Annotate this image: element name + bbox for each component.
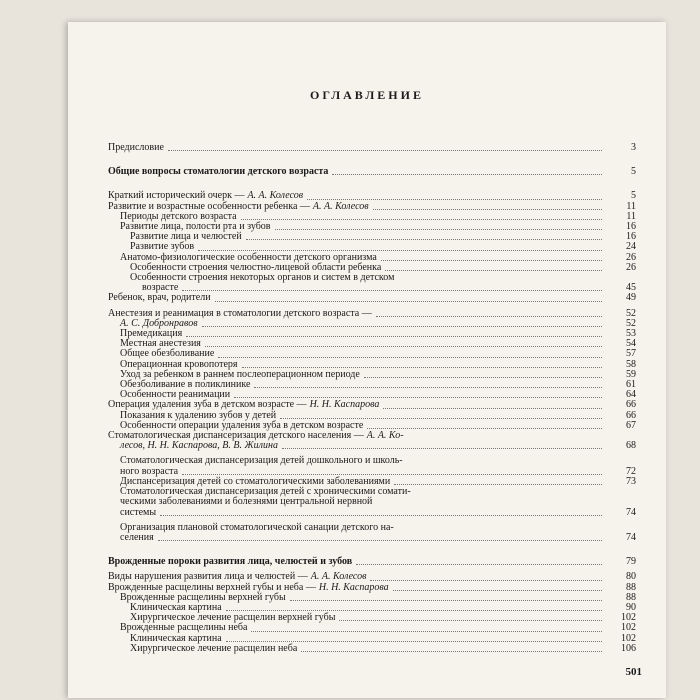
toc-entry-title: Ребенок, врач, родители: [108, 292, 211, 304]
dot-leader: [301, 650, 602, 652]
toc-entry-title: Периоды детского возраста: [120, 210, 237, 222]
toc-entry-title: ного возраста: [120, 465, 179, 477]
toc-entry: [108, 273, 636, 283]
toc-entry-title: Общие вопросы стоматологии детского возраста: [108, 166, 329, 178]
dot-leader: [383, 407, 602, 409]
toc-entry-title: Организация плановой стоматологической санации детского на-: [120, 521, 394, 533]
dot-leader: [394, 483, 602, 485]
toc-entry-page: 66: [626, 399, 636, 411]
toc-entry-title: Врожденные расщелины неба: [120, 622, 248, 634]
toc-entry-title: Врожденные расщелины верхней губы: [120, 591, 286, 603]
toc-entry-title: Диспансеризация детей со стоматологическими заболеваниями: [120, 475, 391, 487]
toc-entry-title: Стоматологическая диспансеризация детей с хроническими сомати-: [120, 486, 411, 498]
dot-leader: [160, 514, 602, 516]
toc-entry-author: Н. Н. Каспарова: [318, 581, 389, 593]
toc-entry-title: Хирургическое лечение расщелин неба: [130, 642, 298, 654]
toc-entry-author: А. А. Ко-: [366, 430, 404, 442]
toc-entry: [108, 456, 636, 466]
toc-entry-title: возрасте: [142, 282, 179, 294]
dot-leader: [275, 228, 602, 230]
dot-leader: [202, 325, 602, 327]
dot-leader: [364, 376, 602, 378]
toc-entry-title: Показания к удалению зубов у детей: [120, 409, 277, 421]
toc-entry-page: 74: [626, 531, 636, 543]
toc-entry-page: 88: [626, 591, 636, 603]
toc-entry-title: Развитие и возрастные особенности ребенка —: [108, 200, 310, 212]
toc-entry-page: 26: [626, 251, 636, 263]
toc-entry: [108, 167, 636, 177]
dot-leader: [290, 599, 602, 601]
toc-entry-page: 52: [626, 307, 636, 319]
toc-entry: [108, 572, 636, 582]
toc-entry-page: 3: [631, 142, 636, 153]
toc-entry-page: 79: [626, 556, 636, 568]
toc-entry-page: 24: [626, 241, 636, 253]
toc-entry-title: Клиническая картина: [130, 601, 222, 613]
dot-leader: [226, 640, 602, 642]
dot-leader: [218, 356, 602, 358]
toc-entry-page: 52: [626, 317, 636, 329]
dot-leader: [158, 539, 602, 541]
toc-entry-page: 106: [621, 642, 636, 654]
dot-leader: [373, 208, 602, 210]
toc-entry-author: А. А. Колесов: [247, 190, 304, 202]
toc-entry-page: 66: [626, 409, 636, 421]
toc-entry-title: Особенности операции удаления зуба в детском возрасте: [120, 419, 364, 431]
dot-leader: [234, 396, 602, 398]
table-of-contents: [108, 138, 636, 654]
toc-entry-title: Анестезия и реанимация в стоматологии детского возраста —: [108, 307, 372, 319]
dot-leader: [280, 417, 602, 419]
toc-entry-title: Местная анестезия: [120, 338, 201, 350]
toc-entry-title: Развитие лица, полости рта и зубов: [120, 221, 271, 233]
dot-leader: [198, 249, 602, 251]
toc-entry-author: А. С. Добронравов: [120, 317, 198, 329]
toc-entry-title: Операционная кровопотеря: [120, 358, 238, 370]
toc-entry: [108, 623, 636, 633]
toc-entry-page: 102: [621, 612, 636, 624]
dot-leader: [356, 563, 602, 565]
dot-leader: [370, 579, 602, 581]
dot-leader: [241, 218, 602, 220]
toc-entry: [108, 508, 636, 518]
toc-entry-page: 59: [626, 368, 636, 380]
toc-entry: [108, 523, 636, 533]
toc-entry: [108, 557, 636, 567]
toc-entry-page: 5: [631, 166, 636, 178]
toc-entry: [108, 644, 636, 654]
dot-leader: [246, 238, 602, 240]
toc-entry-title: Операция удаления зуба в детском возрасте —: [108, 399, 307, 411]
dot-leader: [332, 173, 602, 175]
toc-entry-page: 74: [626, 506, 636, 518]
toc-entry: [108, 533, 636, 543]
toc-entry-page: 67: [626, 419, 636, 431]
toc-entry-title: Стоматологическая диспансеризация детей дошкольного и школь-: [120, 455, 403, 467]
book-page: [68, 22, 666, 698]
toc-entry-title: Врожденные пороки развития лица, челюстей и зубов: [108, 556, 353, 568]
toc-entry-page: 88: [626, 581, 636, 593]
toc-entry-title: Краткий исторический очерк —: [108, 190, 245, 202]
dot-leader: [182, 289, 602, 291]
toc-entry-page: 16: [626, 221, 636, 233]
toc-entry-title: Развитие лица и челюстей: [130, 231, 242, 243]
toc-entry: [108, 319, 636, 329]
dot-leader: [186, 335, 602, 337]
toc-entry-page: 61: [626, 379, 636, 391]
toc-entry-page: 72: [626, 465, 636, 477]
toc-entry-title: Развитие зубов: [130, 241, 195, 253]
toc-entry-page: 11: [626, 200, 636, 212]
toc-entry-title: Анатомо-физиологические особенности детского организма: [120, 251, 377, 263]
dot-leader: [215, 300, 602, 302]
toc-entry-author: Н. Н. Каспарова: [309, 399, 380, 411]
toc-entry-title: Виды нарушения развития лица и челюстей —: [108, 571, 308, 583]
toc-entry-title: Стоматологическая диспансеризация детского населения —: [108, 430, 364, 442]
toc-entry-page: 16: [626, 231, 636, 243]
dot-leader: [226, 609, 602, 611]
page-number: 501: [625, 666, 642, 678]
toc-entry-page: 80: [626, 571, 636, 583]
dot-leader: [339, 619, 602, 621]
page-title: ОГЛАВЛЕНИЕ: [310, 88, 424, 102]
toc-entry-page: 11: [626, 210, 636, 222]
dot-leader: [367, 427, 602, 429]
toc-entry-title: Особенности строения некоторых органов и систем в детском: [130, 272, 395, 284]
toc-entry-page: 64: [626, 389, 636, 401]
toc-entry-page: 58: [626, 358, 636, 370]
toc-entry-page: 54: [626, 338, 636, 350]
toc-entry-page: 73: [626, 475, 636, 487]
toc-entry-page: 53: [626, 328, 636, 340]
dot-leader: [251, 630, 602, 632]
toc-entry-page: 57: [626, 348, 636, 360]
toc-entry-title: Хирургическое лечение расщелин верхней губы: [130, 612, 336, 624]
toc-entry-title: ческими заболеваниями и болезнями центральной нервной: [120, 496, 373, 508]
toc-entry-title: Особенности реанимации: [120, 389, 231, 401]
toc-entry-title: Клиническая картина: [130, 632, 222, 644]
toc-entry-page: 102: [621, 632, 636, 644]
toc-entry-page: 26: [626, 261, 636, 273]
toc-entry-title: селения: [120, 531, 154, 543]
toc-entry: [108, 143, 636, 153]
toc-entry: [108, 441, 636, 451]
dot-leader: [376, 315, 602, 317]
toc-entry-page: 45: [626, 282, 636, 294]
dot-leader: [254, 386, 602, 388]
toc-entry-author: А. А. Колесов: [310, 571, 367, 583]
toc-entry-page: 5: [631, 190, 636, 202]
toc-entry-title: Особенности строения челюстно-лицевой области ребенка: [130, 261, 382, 273]
toc-entry-title: Общее обезболивание: [120, 348, 215, 360]
toc-entry-page: 68: [626, 440, 636, 452]
toc-entry-title: Предисловие: [108, 142, 164, 153]
toc-entry-page: 49: [626, 292, 636, 304]
dot-leader: [205, 345, 602, 347]
dot-leader: [385, 269, 602, 271]
dot-leader: [381, 259, 602, 261]
dot-leader: [393, 589, 602, 591]
toc-entry-author: А. А. Колесов: [312, 200, 369, 212]
toc-entry: [108, 293, 636, 303]
dot-leader: [307, 198, 602, 200]
toc-entry-title: Премедикация: [120, 328, 183, 340]
toc-entry-title: системы: [120, 506, 157, 518]
toc-entry-title: Врожденные расщелины верхней губы и неба —: [108, 581, 316, 593]
toc-entry-page: 102: [621, 622, 636, 634]
dot-leader: [182, 473, 602, 475]
toc-entry-title: Обезболивание в поликлинике: [120, 379, 251, 391]
dot-leader: [282, 447, 602, 449]
dot-leader: [242, 366, 602, 368]
toc-entry-title: Уход за ребенком в раннем послеоперационном периоде: [120, 368, 360, 380]
toc-entry-author: лесов, Н. Н. Каспарова, В. В. Жилина: [120, 440, 278, 452]
dot-leader: [168, 149, 602, 151]
toc-entry-page: 90: [626, 601, 636, 613]
toc-entry: [108, 497, 636, 507]
